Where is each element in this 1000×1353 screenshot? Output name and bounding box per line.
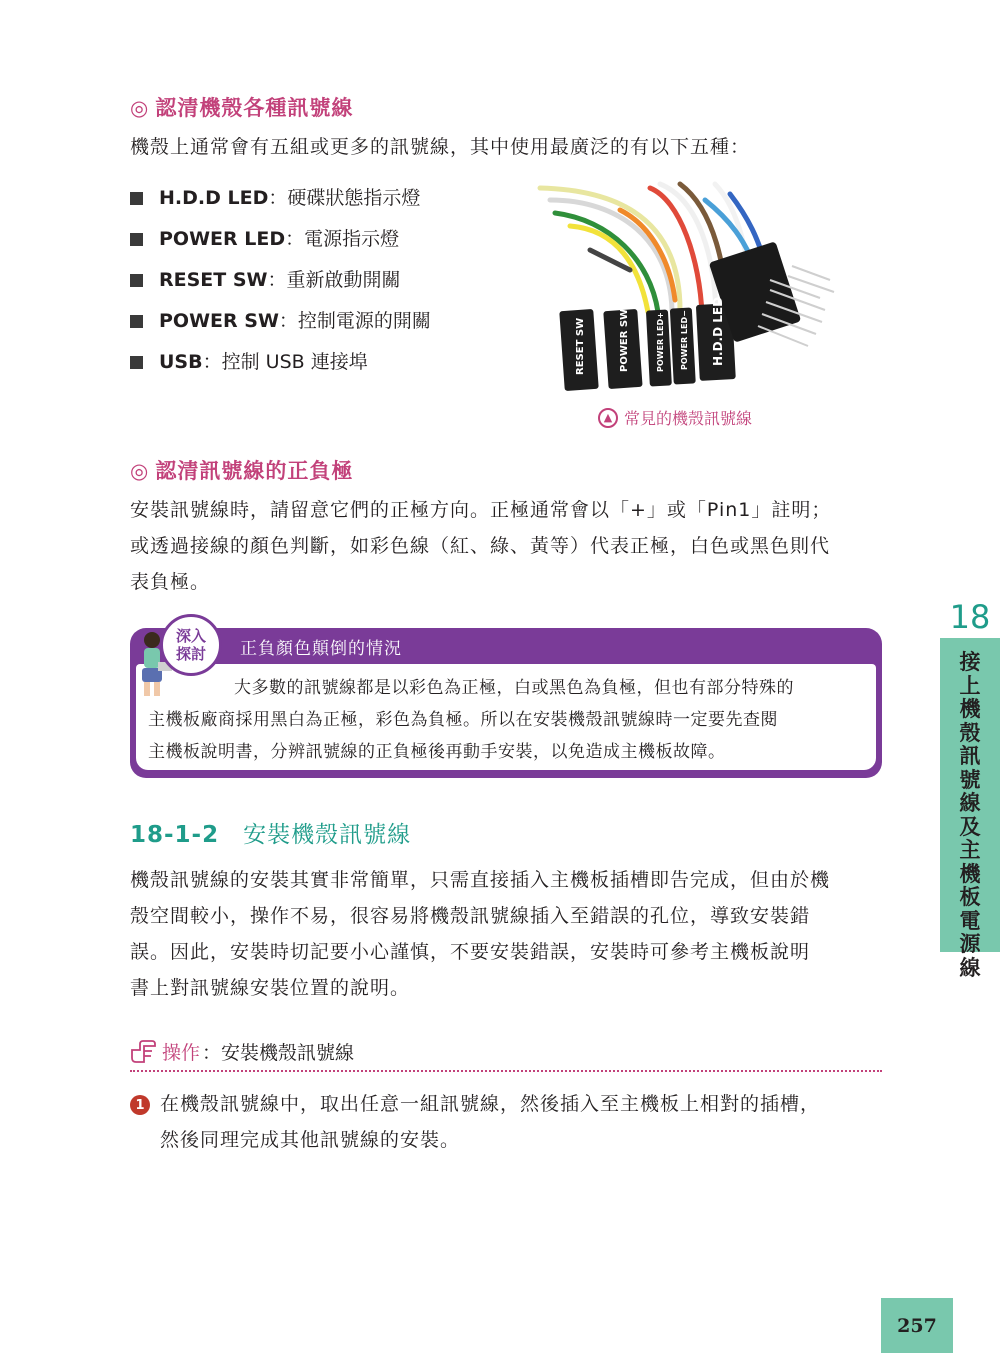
polarity-paragraph [130, 492, 882, 600]
badge-line: 深入 [175, 627, 206, 645]
chapter-title-char: 板 [959, 884, 981, 909]
chapter-title-char: 主 [959, 837, 981, 862]
heading-text: 認清機殼各種訊號線 [155, 96, 354, 120]
operation-sep: ： [202, 1042, 222, 1064]
photo-label-power-led-minus: POWER LED− [680, 310, 689, 370]
list-item [130, 178, 431, 219]
section-number-heading [130, 816, 411, 849]
chapter-title-char: 線 [959, 954, 981, 980]
install-paragraph [130, 862, 882, 1006]
item-term: RESET SW [159, 269, 268, 291]
item-sep: ： [278, 310, 298, 332]
signal-cables-photo [530, 180, 840, 405]
text-line: 主機板廠商採用黑白為正極，彩色為負極。所以在安裝機殼訊號線時一定要先查閱 [148, 710, 778, 730]
item-desc: 控制 USB 連接埠 [221, 351, 368, 373]
item-term: POWER LED [159, 228, 286, 250]
text-line: 安裝訊號線時，請留意它們的正極方向。正極通常會以「+」或「Pin1」註明； [130, 499, 832, 521]
page-number: 257 [881, 1298, 953, 1353]
double-circle-icon: ◎ [130, 459, 150, 483]
intro-paragraph: 機殼上通常會有五組或更多的訊號線，其中使用最廣泛的有以下五種： [130, 136, 751, 158]
chapter-title-char: 號 [959, 766, 981, 792]
item-desc: 控制電源的開關 [297, 310, 431, 332]
signal-cable-list [130, 178, 431, 383]
caption-text: 常見的機殼訊號線 [624, 409, 753, 428]
item-sep: ： [268, 187, 288, 209]
list-item [130, 342, 431, 383]
item-sep: ： [202, 351, 222, 373]
chapter-number: 18 [949, 598, 991, 636]
deep-dive-text [148, 672, 864, 768]
double-circle-icon: ◎ [130, 96, 150, 120]
item-term: POWER SW [159, 310, 279, 332]
chapter-title-char: 機 [959, 696, 981, 721]
item-desc: 電源指示燈 [304, 228, 400, 250]
chapter-title-char: 上 [959, 672, 981, 698]
item-desc: 重新啟動開關 [286, 269, 401, 291]
photo-label-power-led-plus: POWER LED+ [656, 312, 665, 372]
text-line: 誤。因此，安裝時切記要小心謹慎，不要安裝錯誤，安裝時可參考主機板說明 [130, 941, 811, 963]
step-text [160, 1086, 882, 1158]
chapter-title-char: 源 [959, 931, 981, 956]
chapter-title-char: 訊 [959, 743, 981, 768]
square-bullet-icon [130, 233, 143, 246]
text-line: 然後同理完成其他訊號線的安裝。 [160, 1129, 461, 1151]
chapter-title-vertical [940, 650, 1000, 979]
chapter-title-char: 機 [959, 860, 981, 886]
chapter-tab [940, 638, 1000, 980]
item-desc: 硬碟狀態指示燈 [287, 187, 421, 209]
square-bullet-icon [130, 192, 143, 205]
list-item [130, 301, 431, 342]
square-bullet-icon [130, 315, 143, 328]
chapter-title-char: 及 [959, 813, 981, 839]
list-item [130, 219, 431, 260]
deep-dive-title: 正負顏色顛倒的情況 [240, 639, 402, 659]
text-line: 或透過接線的顏色判斷，如彩色線（紅、綠、黃等）代表正極，白色或黑色則代 [130, 535, 831, 557]
section-heading-2 [130, 455, 353, 485]
photo-caption [598, 406, 752, 429]
text-line: 表負極。 [130, 571, 211, 593]
pointing-hand-icon [130, 1040, 156, 1064]
badge-line: 探討 [175, 645, 206, 663]
chapter-title-char: 接 [959, 649, 981, 674]
operation-label: 操作 [162, 1042, 201, 1064]
list-item [130, 260, 431, 301]
item-sep: ： [285, 228, 305, 250]
text-line: 機殼訊號線的安裝其實非常簡單，只需直接插入主機板插槽即告完成，但由於機 [130, 869, 831, 891]
chapter-title-char: 電 [959, 907, 981, 933]
text-line: 主機板說明書，分辨訊號線的正負極後再動手安裝，以免造成主機板故障。 [148, 742, 726, 762]
text-line: 在機殼訊號線中，取出任意一組訊號線，然後插入至主機板上相對的插槽， [160, 1093, 821, 1115]
operation-title: 安裝機殼訊號線 [221, 1042, 355, 1064]
chapter-title-char: 殼 [959, 719, 981, 745]
triangle-icon: ▲ [598, 408, 618, 428]
square-bullet-icon [130, 356, 143, 369]
chapter-title-char: 線 [959, 790, 981, 815]
section-title: 安裝機殼訊號線 [243, 822, 412, 848]
text-line-content: 大多數的訊號線都是以彩色為正極，白或黑色為負極，但也有部分特殊的 [234, 678, 794, 698]
section-number: 18-1-2 [130, 822, 220, 848]
photo-label-reset-sw: RESET SW [575, 317, 586, 375]
text-line: 書上對訊號線安裝位置的說明。 [130, 977, 411, 999]
deep-dive-badge [160, 614, 222, 676]
item-sep: ： [267, 269, 287, 291]
step-number-badge: 1 [130, 1095, 150, 1115]
dotted-divider [130, 1070, 882, 1072]
text-line: 殼空間較小，操作不易，很容易將機殼訊號線插入至錯誤的孔位，導致安裝錯 [130, 905, 811, 927]
photo-label-power-sw: POWER SW [619, 308, 630, 372]
text-line [148, 672, 864, 704]
section-heading-1 [130, 92, 353, 122]
operation-heading [130, 1038, 354, 1065]
square-bullet-icon [130, 274, 143, 287]
item-term: USB [159, 351, 203, 373]
heading-text: 認清訊號線的正負極 [155, 459, 354, 483]
item-term: H.D.D LED [159, 187, 269, 209]
photo-label-hdd-led: H.D.D LED [711, 296, 725, 366]
